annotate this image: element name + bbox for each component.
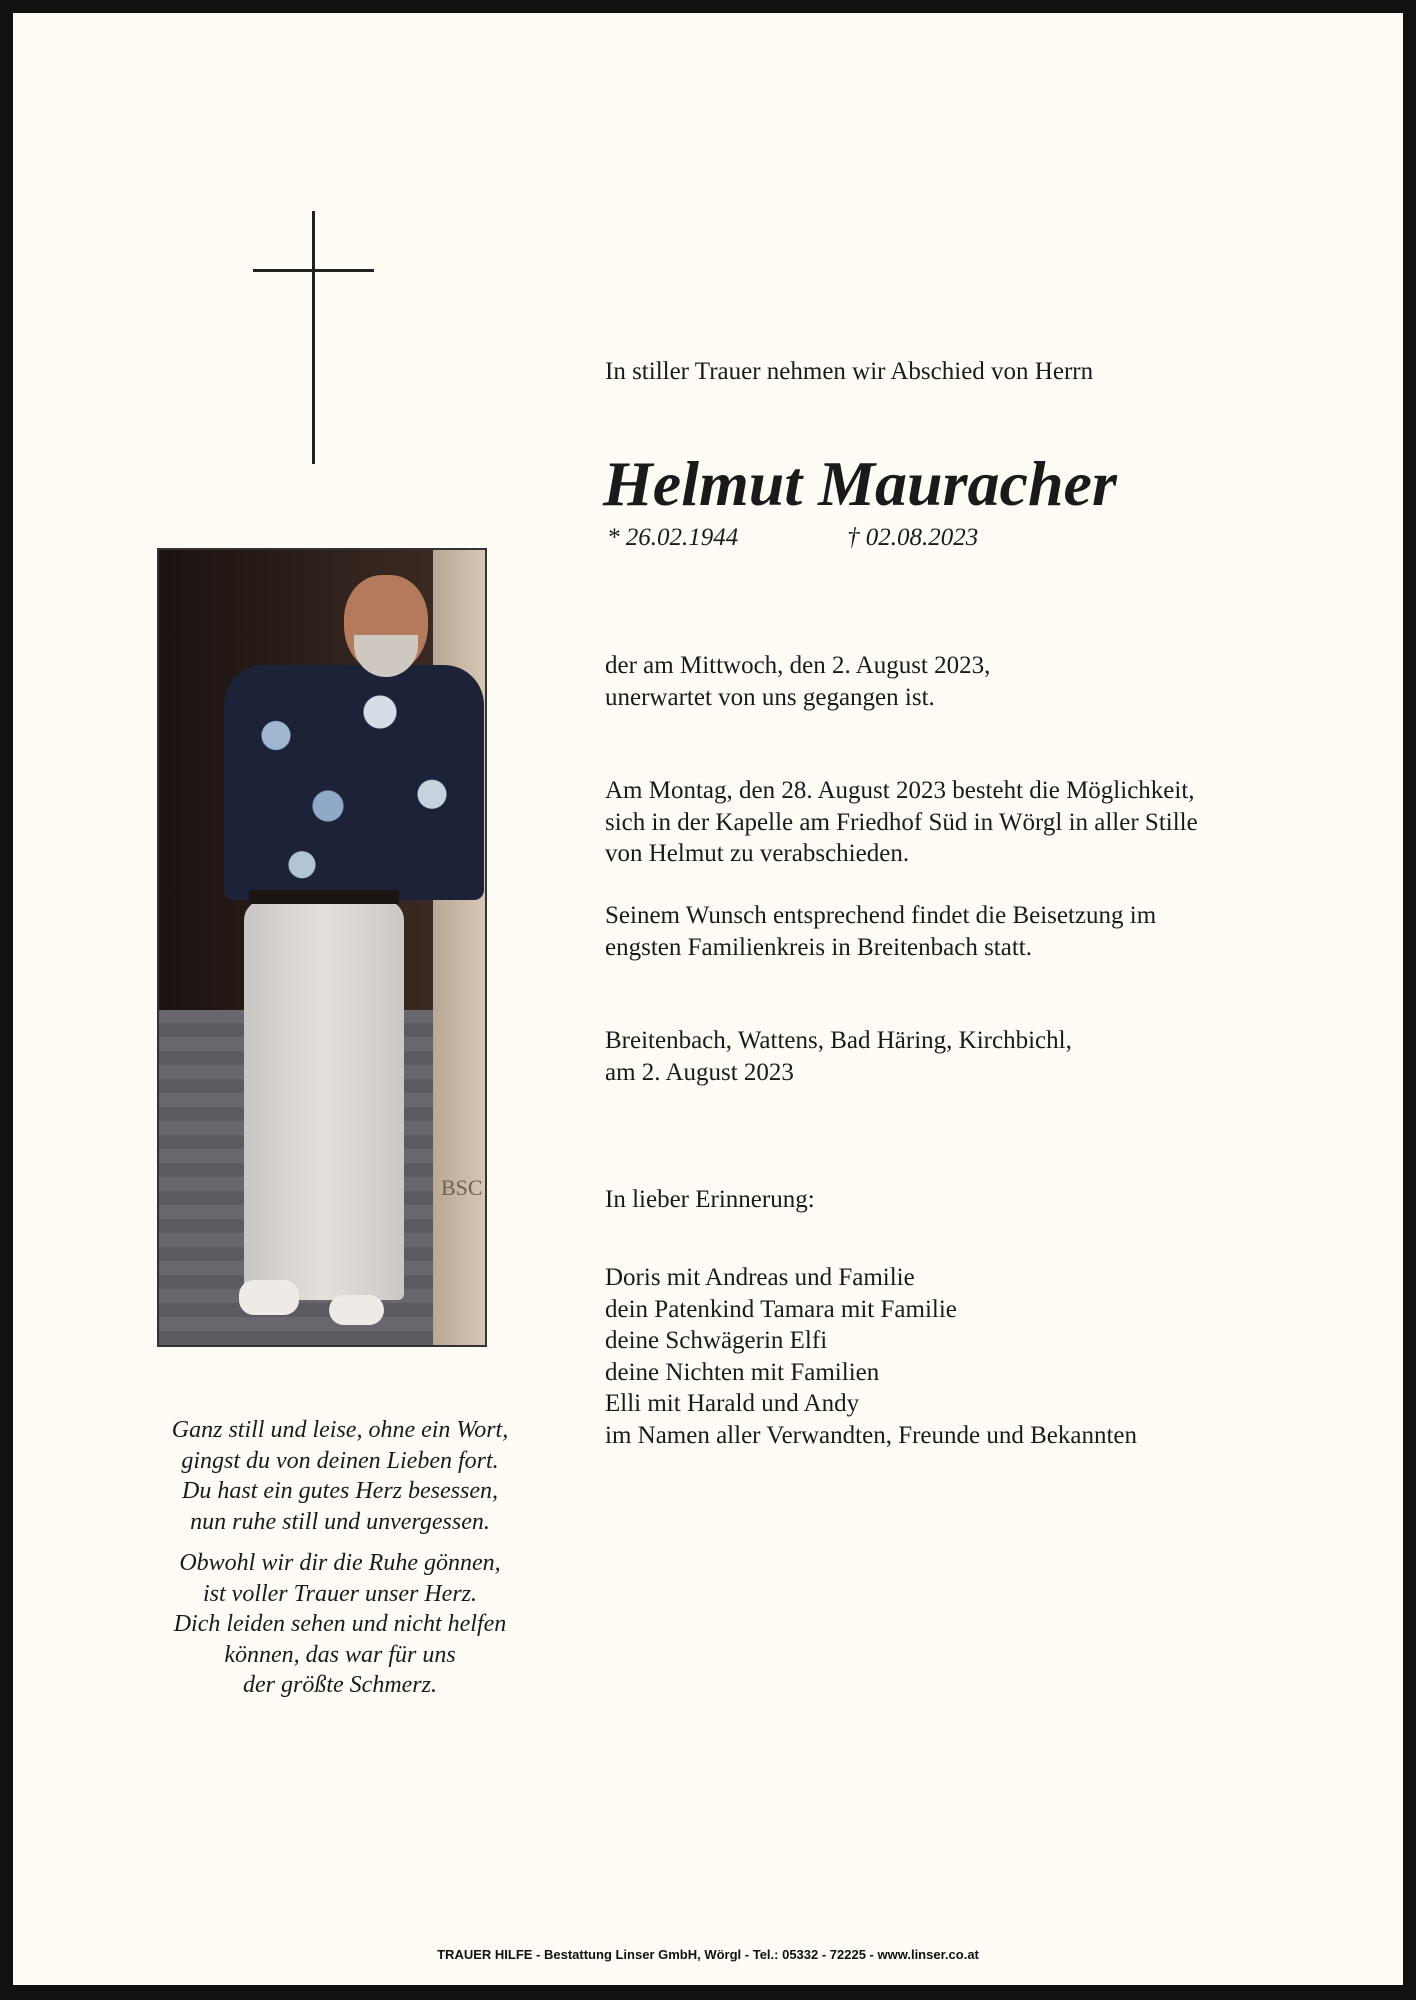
mourner-line: dein Patenkind Tamara mit Familie: [605, 1295, 957, 1323]
text-line: der am Mittwoch, den 2. August 2023,: [605, 652, 991, 679]
mourner-line: Doris mit Andreas und Familie: [605, 1264, 915, 1291]
death-date: † 02.08.2023: [847, 524, 979, 551]
cross-icon-bar: [253, 269, 374, 272]
text-line: sich in der Kapelle am Friedhof Süd in Wörgl in aller Stille: [605, 808, 1198, 836]
place-date-paragraph: [605, 1025, 1072, 1088]
photo-person-belt: [249, 890, 399, 904]
text-line: Breitenbach, Wattens, Bad Häring, Kirchbichl,: [605, 1027, 1072, 1054]
mourner-line: deine Nichten mit Familien: [605, 1358, 880, 1386]
poem-line: Dich leiden sehen und nicht helfen: [173, 1611, 507, 1637]
poem-line: können, das war für uns: [224, 1641, 456, 1668]
burial-paragraph: [605, 900, 1156, 963]
poem-verse-2: [130, 1548, 550, 1701]
farewell-paragraph: [605, 775, 1198, 870]
footer-imprint: TRAUER HILFE - Bestattung Linser GmbH, Wörgl - Tel.: 05332 - 72225 - www.linser.co.at: [437, 1947, 979, 1962]
poem-line: ist voller Trauer unser Herz.: [202, 1580, 477, 1607]
memory-heading: [605, 1184, 815, 1216]
poem-line: gingst du von deinen Lieben fort.: [181, 1447, 499, 1474]
photo-person-shoe: [239, 1280, 299, 1315]
text-line: von Helmut zu verabschieden.: [605, 840, 910, 867]
deceased-name: Helmut Mauracher: [603, 448, 1117, 519]
photo-person-shirt: [224, 665, 484, 900]
passing-paragraph: [605, 650, 990, 713]
poem-line: Ganz still und leise, ohne ein Wort,: [171, 1417, 509, 1443]
text-line: Seinem Wunsch entsprechend findet die Beisetzung im: [605, 902, 1157, 929]
mourner-line: Elli mit Harald und Andy: [605, 1390, 860, 1417]
birth-date: * 26.02.1944: [607, 524, 739, 551]
mourner-line: deine Schwägerin Elfi: [605, 1327, 828, 1354]
photo-sign-text: BSC: [441, 1175, 483, 1200]
text-line: unerwartet von uns gegangen ist.: [605, 683, 935, 711]
mourners-list: [605, 1262, 1137, 1451]
poem-verse-1: [130, 1415, 550, 1537]
text-line: am 2. August 2023: [605, 1058, 794, 1086]
poem-line: nun ruhe still und unvergessen.: [190, 1508, 490, 1535]
poem-line: Du hast ein gutes Herz besessen,: [182, 1478, 498, 1504]
text-line: Am Montag, den 28. August 2023 besteht die Möglichkeit,: [605, 777, 1195, 804]
portrait-photo: [157, 548, 487, 1347]
photo-person-shoe: [329, 1295, 384, 1325]
photo-person-trousers: [244, 900, 404, 1300]
mourner-line: im Namen aller Verwandten, Freunde und Bekannten: [605, 1421, 1138, 1449]
intro-text: In stiller Trauer nehmen wir Abschied von Herrn: [605, 358, 1094, 385]
poem-line: der größte Schmerz.: [243, 1672, 437, 1698]
cross-icon: [312, 211, 315, 464]
text-line: engsten Familienkreis in Breitenbach statt.: [605, 933, 1032, 961]
poem-line: Obwohl wir dir die Ruhe gönnen,: [179, 1550, 501, 1576]
memory-heading-text: In lieber Erinnerung:: [605, 1186, 815, 1213]
